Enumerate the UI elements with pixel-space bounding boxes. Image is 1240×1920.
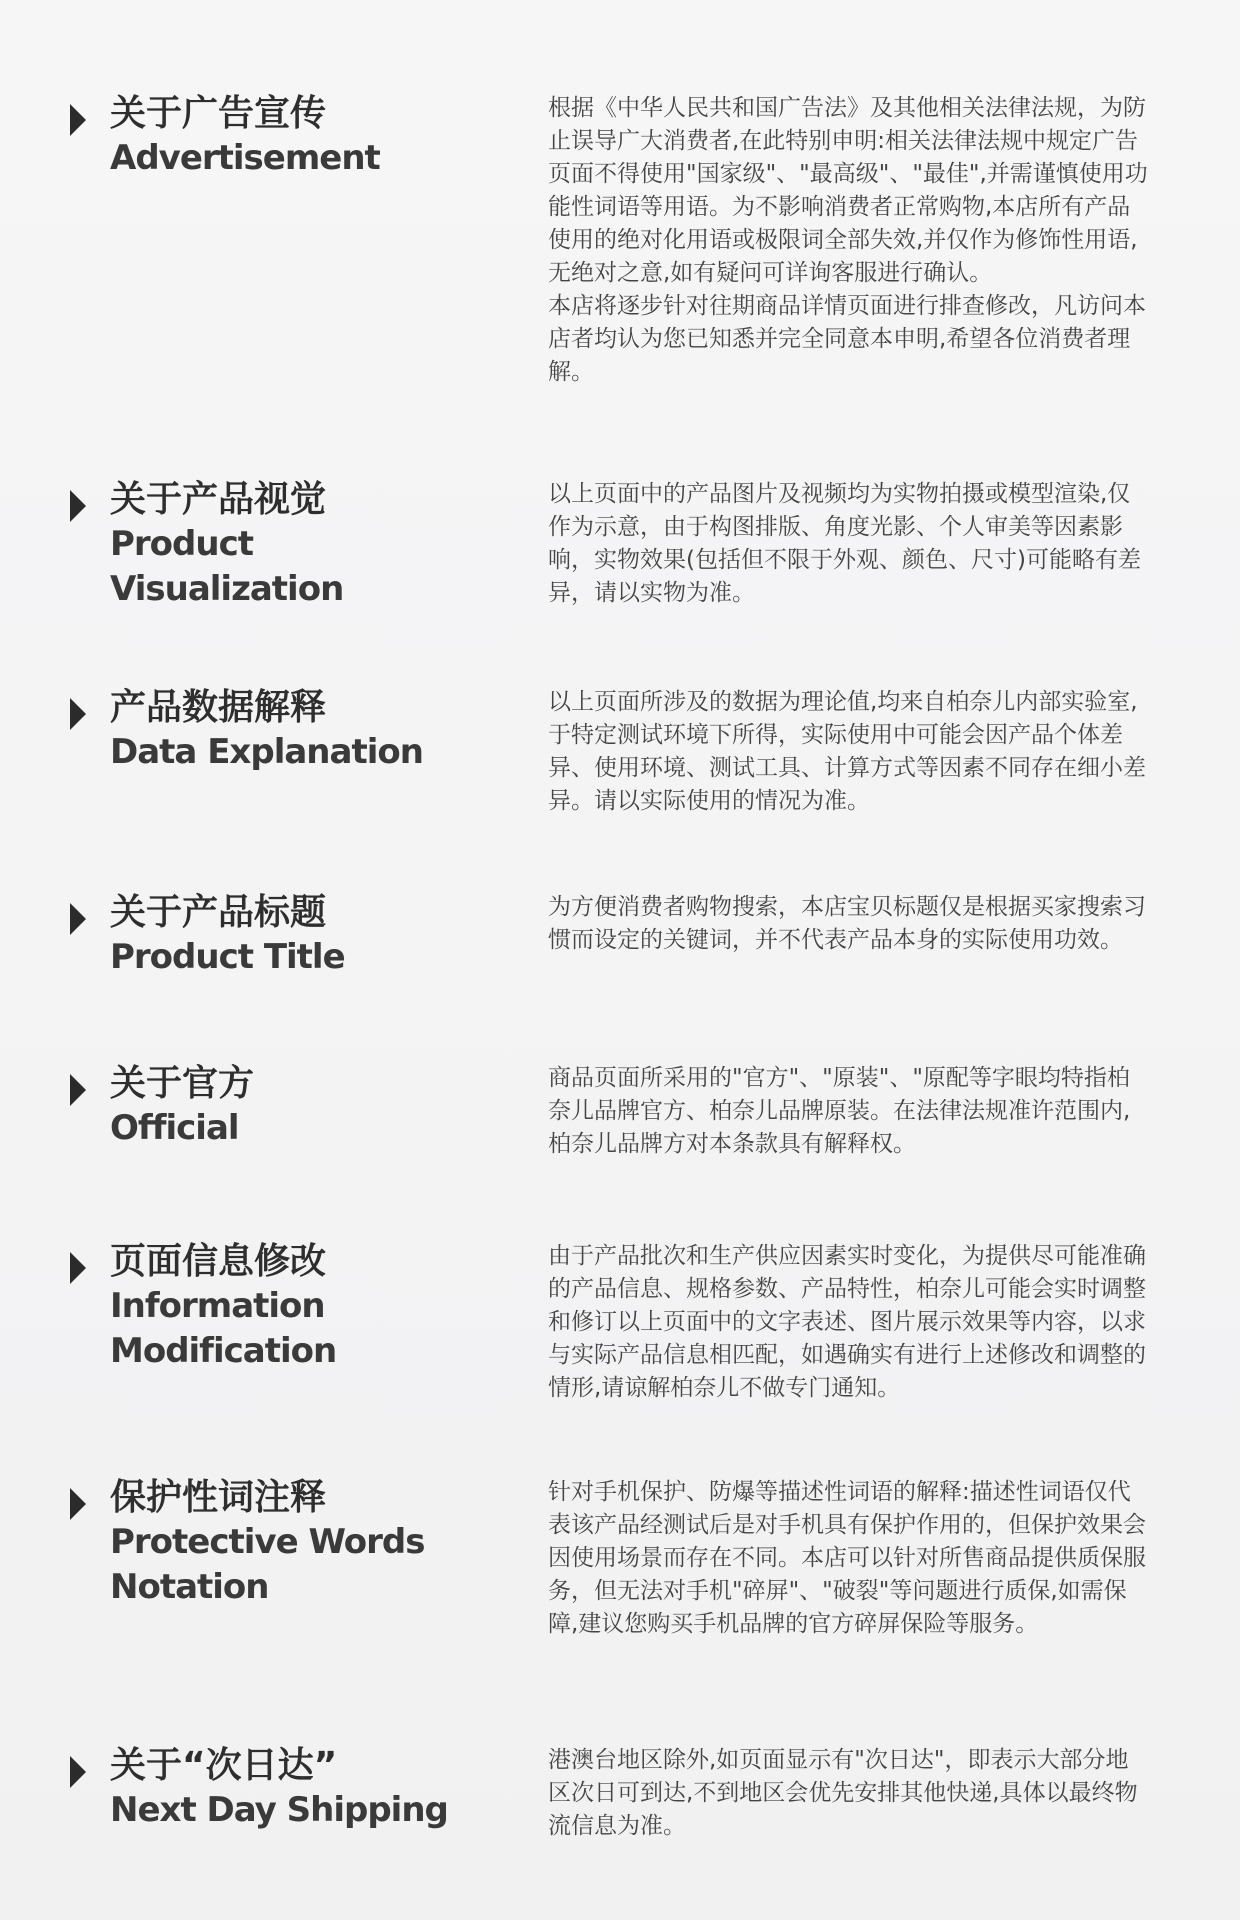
section-title-cn: 关于官方 — [110, 1063, 255, 1104]
section-paragraph: 以上页面所涉及的数据为理论值,均来自柏奈儿内部实验室,于特定测试环境下所得，实际使用中可能会因产品个体差异、使用环境、测试工具、计算方式等因素不同存在细小差异。请以实际使用的情况为准。 — [548, 689, 1146, 814]
section-paragraph: 港澳台地区除外,如页面显示有"次日达"，即表示大部分地区次日可到达,不到地区会优先安排其他快递,具体以最终物流信息为准。 — [548, 1747, 1138, 1839]
section-title-cn: 关于广告宣传 — [110, 93, 327, 134]
section-body — [548, 686, 1148, 818]
triangle-right-icon — [70, 1756, 86, 1788]
section-title-en: Next Day Shipping — [110, 1790, 448, 1830]
triangle-right-icon — [70, 1074, 86, 1106]
section-title-cn: 保护性词注释 — [110, 1477, 327, 1518]
section-body — [548, 1062, 1148, 1161]
section-title-en: Advertisement — [110, 138, 380, 178]
section-title-en: Product Visualization — [110, 524, 344, 609]
section-title-cn: 页面信息修改 — [110, 1241, 327, 1282]
section-title-en: Official — [110, 1108, 239, 1148]
triangle-right-icon — [70, 104, 86, 136]
section-body — [548, 1476, 1148, 1641]
section-title-en: Information Modification — [110, 1286, 337, 1371]
section-body — [548, 478, 1148, 610]
section-title-cn: 产品数据解释 — [110, 687, 327, 728]
triangle-right-icon — [70, 903, 86, 935]
section-paragraph: 本店将逐步针对往期商品详情页面进行排查修改，凡访问本店者均认为您已知悉并完全同意本申明,希望各位消费者理解。 — [548, 293, 1146, 385]
section-paragraph: 为方便消费者购物搜索，本店宝贝标题仅是根据买家搜索习惯而设定的关键词，并不代表产品本身的实际使用功效。 — [548, 894, 1146, 953]
section-title-en: Data Explanation — [110, 732, 423, 772]
section-paragraph: 商品页面所采用的"官方"、"原装"、"原配等字眼均特指柏奈儿品牌官方、柏奈儿品牌原装。在法律法规准许范围内,柏奈儿品牌方对本条款具有解释权。 — [548, 1065, 1131, 1157]
section-title-cn: 关于产品视觉 — [110, 479, 327, 520]
section-body — [548, 891, 1148, 957]
section-paragraph: 针对手机保护、防爆等描述性词语的解释:描述性词语仅代表该产品经测试后是对手机具有保护作用的，但保护效果会因使用场景而存在不同。本店可以针对所售商品提供质保服务，但无法对手机"碎屏"、"破裂"等问题进行质保,如需保障,建议您购买手机品牌的官方碎屏保险等服务。 — [548, 1479, 1146, 1637]
section-title-cn: 关于产品标题 — [110, 892, 327, 933]
section-body — [548, 1240, 1148, 1405]
section-title-en: Product Title — [110, 937, 345, 977]
section-body — [548, 92, 1148, 389]
section-title-en: Protective Words Notation — [110, 1522, 425, 1607]
triangle-right-icon — [70, 1252, 86, 1284]
triangle-right-icon — [70, 1488, 86, 1520]
triangle-right-icon — [70, 698, 86, 730]
section-paragraph: 根据《中华人民共和国广告法》及其他相关法律法规，为防止误导广大消费者,在此特别申明:相关法律法规中规定广告页面不得使用"国家级"、"最高级"、"最佳",并需谨慎使用功能性词语等用语。为不影响消费者正常购物,本店所有产品使用的绝对化用语或极限词全部失效,并仅作为修饰性用语,无绝对之意,如有疑问可详询客服进行确认。 — [548, 95, 1148, 286]
section-paragraph: 以上页面中的产品图片及视频均为实物拍摄或模型渲染,仅作为示意，由于构图排版、角度光影、个人审美等因素影响，实物效果(包括但不限于外观、颜色、尺寸)可能略有差异，请以实物为准。 — [548, 481, 1141, 606]
triangle-right-icon — [70, 490, 86, 522]
section-title-cn: 关于“次日达” — [110, 1745, 338, 1786]
section-body — [548, 1744, 1148, 1843]
section-paragraph: 由于产品批次和生产供应因素实时变化，为提供尽可能准确的产品信息、规格参数、产品特性，柏奈儿可能会实时调整和修订以上页面中的文字表述、图片展示效果等内容，以求与实际产品信息相匹配，如遇确实有进行上述修改和调整的情形,请谅解柏奈儿不做专门通知。 — [548, 1243, 1146, 1401]
